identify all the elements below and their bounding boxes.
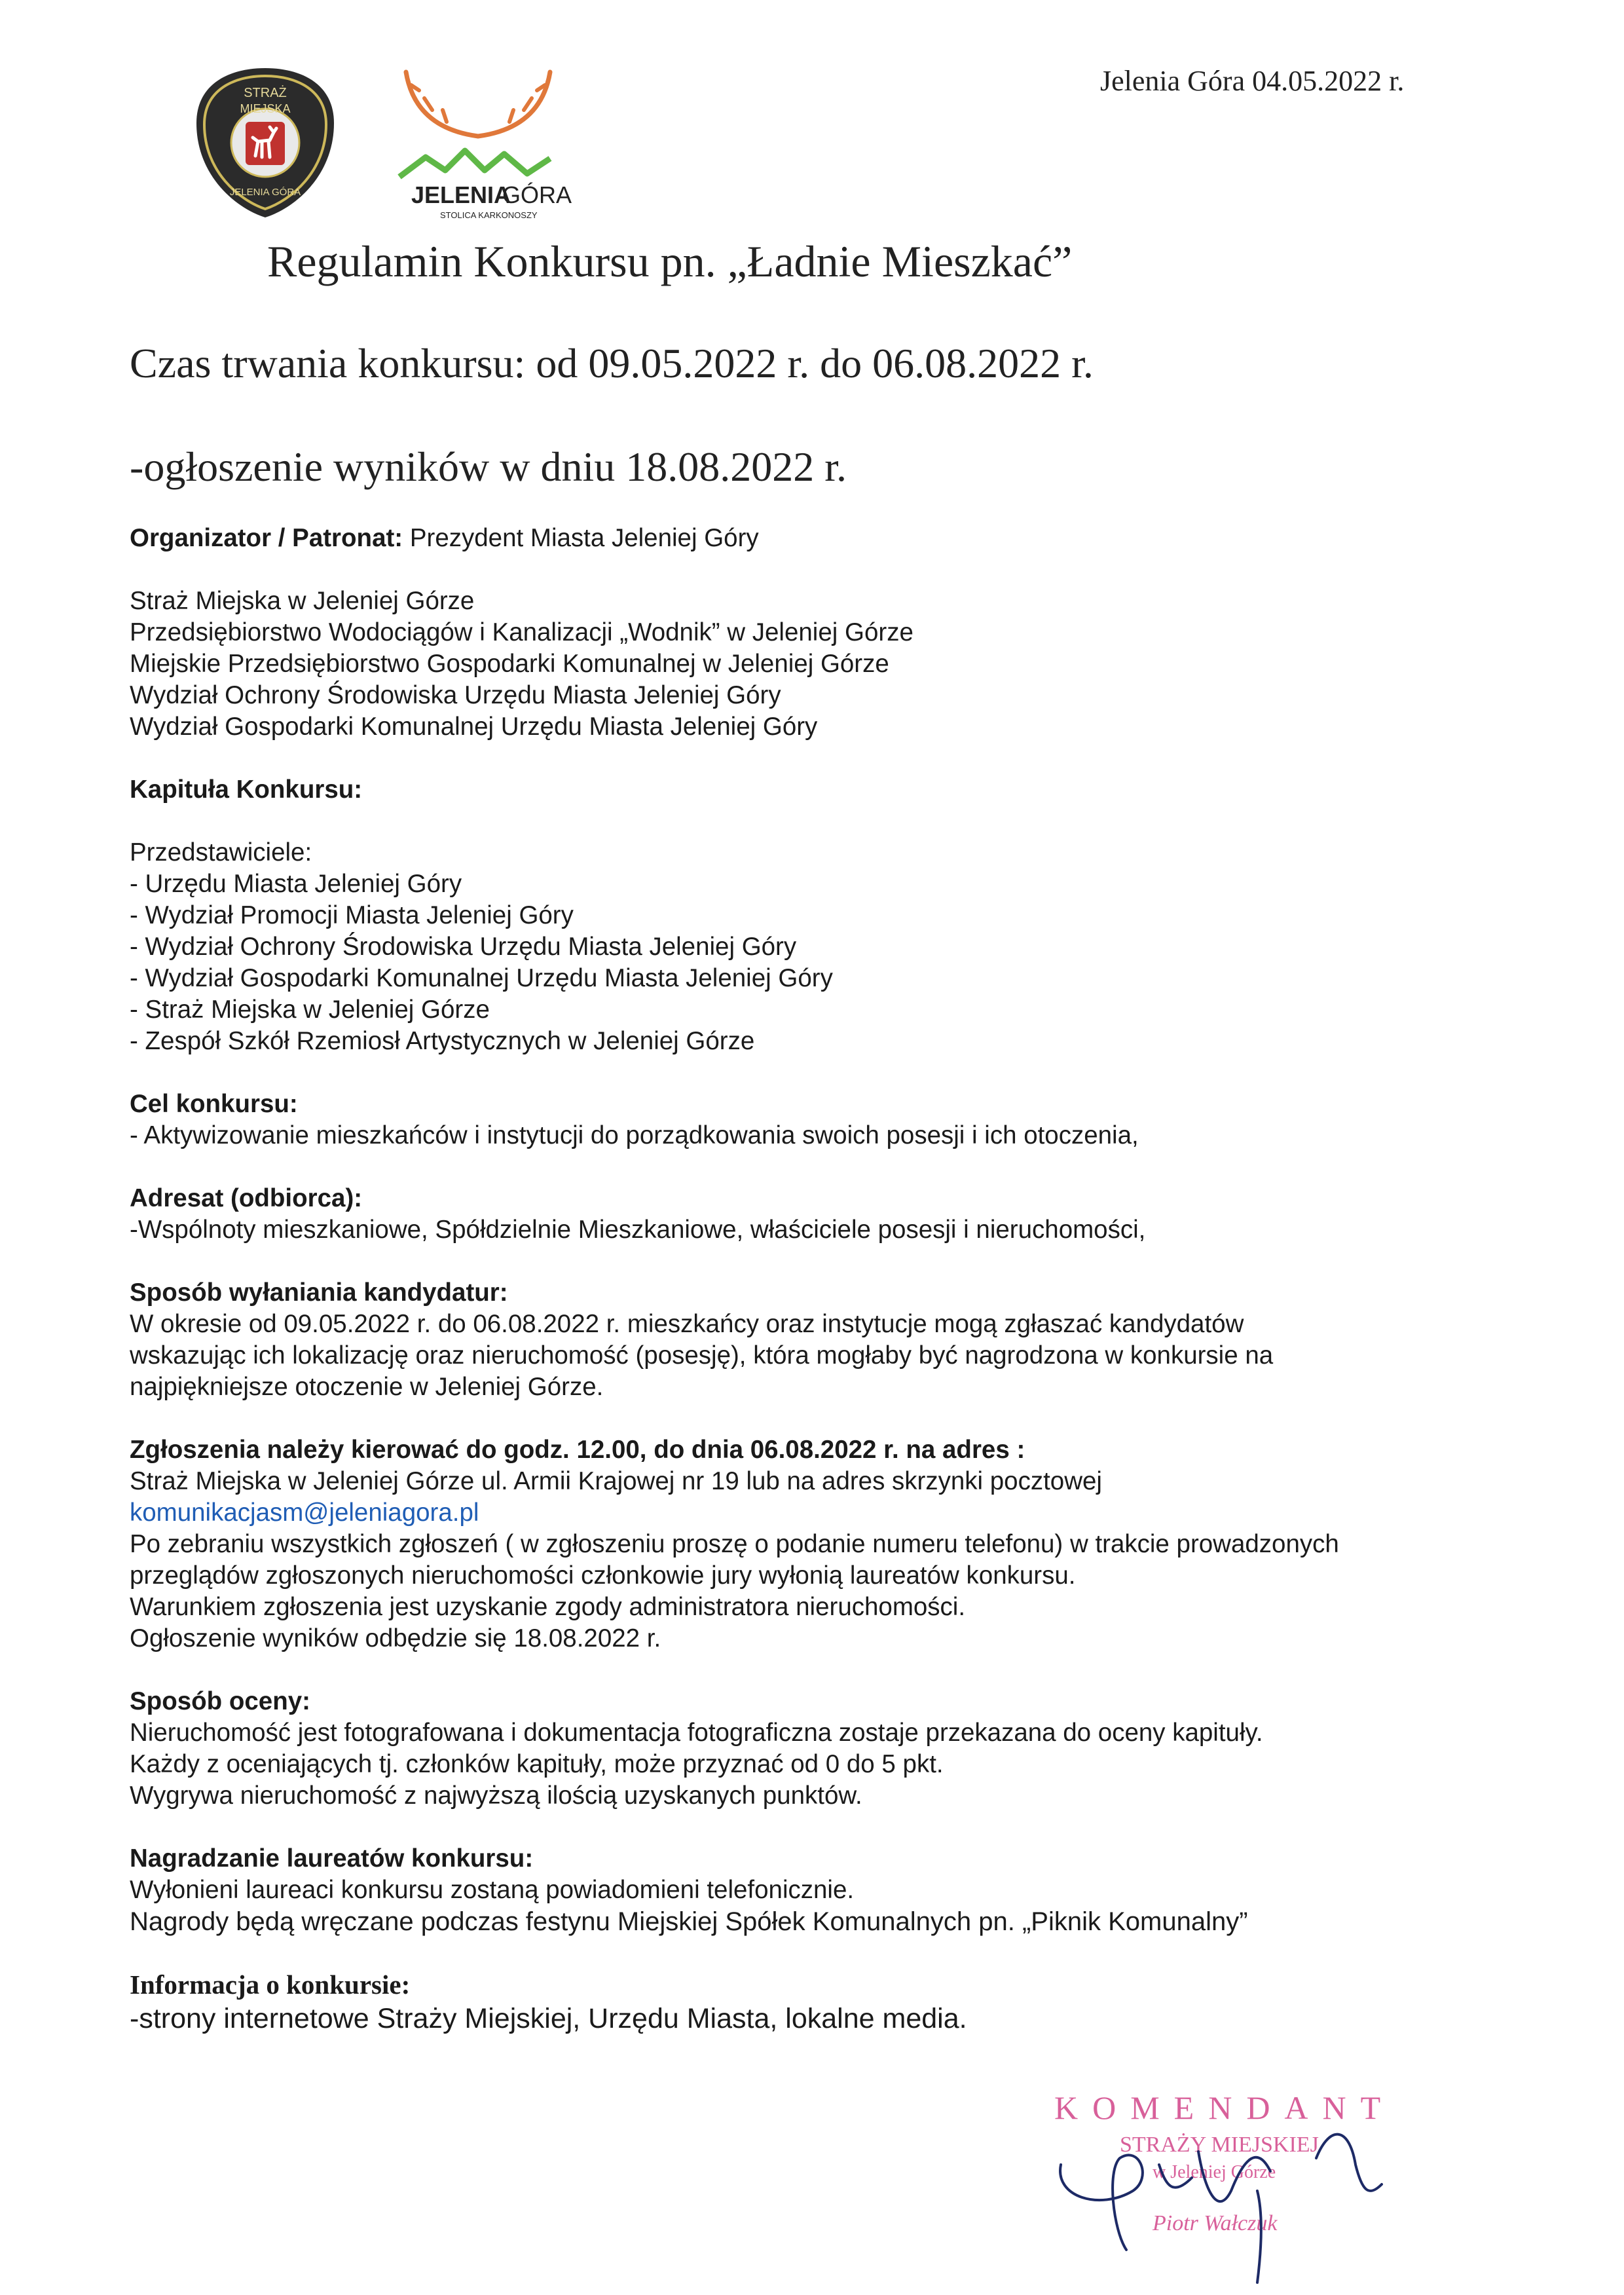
partner-item: Przedsiębiorstwo Wodociągów i Kanalizacji „Wodnik” w Jeleniej Górze xyxy=(130,618,913,646)
partner-item: Miejskie Przedsiębiorstwo Gospodarki Komunalnej w Jeleniej Górze xyxy=(130,650,889,678)
chapter-item: - Wydział Gospodarki Komunalnej Urzędu Miasta Jeleniej Góry xyxy=(130,964,833,992)
document-title: Regulamin Konkursu pn. „Ładnie Mieszkać” xyxy=(267,236,1073,286)
submission-heading: Zgłoszenia należy kierować do godz. 12.00, do dnia 06.08.2022 r. na adres : xyxy=(130,1436,1025,1464)
submission-line: Po zebraniu wszystkich zgłoszeń ( w zgłoszeniu proszę o podanie numeru telefonu) w trakcie prowadzonych xyxy=(130,1530,1339,1558)
info-heading: Informacja o konkursie: xyxy=(130,1969,411,2000)
chapter-item: - Urzędu Miasta Jeleniej Góry xyxy=(130,870,462,898)
chapter-item: - Wydział Ochrony Środowiska Urzędu Miasta Jeleniej Góry xyxy=(130,933,797,961)
contest-duration: Czas trwania konkursu: od 09.05.2022 r. do 06.08.2022 r. xyxy=(130,340,1094,386)
organizer-value: Prezydent Miasta Jeleniej Góry xyxy=(403,524,759,552)
evaluation-line: Każdy z oceniających tj. członków kapituły, może przyznać od 0 do 5 pkt. xyxy=(130,1750,944,1778)
email-link[interactable]: komunikacjasm@jeleniagora.pl xyxy=(130,1499,479,1527)
stamp-name: Piotr Wałczuk xyxy=(1153,2211,1278,2235)
document-date: Jelenia Góra 04.05.2022 r. xyxy=(1100,65,1405,97)
organizer-line xyxy=(130,523,1538,554)
chapter-item: - Wydział Promocji Miasta Jeleniej Góry xyxy=(130,901,574,929)
selection-line: najpiękniejsze otoczenie w Jeleniej Górze. xyxy=(130,1373,604,1401)
commander-stamp xyxy=(1041,2086,1447,2283)
selection-line: wskazując ich lokalizację oraz nieruchomość (posesję), która mogłaby być nagrodzona w konkursie na xyxy=(130,1341,1274,1370)
stamp-line1: KOMENDANT xyxy=(1054,2089,1395,2126)
goal-heading: Cel konkursu: xyxy=(130,1090,298,1118)
city-logo-name-light: GÓRA xyxy=(502,181,572,208)
partner-item: Wydział Gospodarki Komunalnej Urzędu Miasta Jeleniej Góry xyxy=(130,713,818,741)
results-announcement: -ogłoszenie wyników w dniu 18.08.2022 r. xyxy=(130,443,847,490)
guard-logo-top-text: STRAŻ xyxy=(244,86,287,100)
chapter-heading: Kapituła Konkursu: xyxy=(130,775,363,804)
stamp-line2: STRAŻY MIEJSKIEJ xyxy=(1120,2133,1319,2157)
submission-line: przeglądów zgłoszonych nieruchomości członkowie jury wyłonią laureatów konkursu. xyxy=(130,1561,1076,1590)
submission-line: Warunkiem zgłoszenia jest uzyskanie zgody administratora nieruchomości. xyxy=(130,1593,966,1621)
addressee-text: -Wspólnoty mieszkaniowe, Spółdzielnie Mieszkaniowe, właściciele posesji i nieruchomości, xyxy=(130,1216,1146,1244)
city-logo-tagline: STOLICA KARKONOSZY xyxy=(440,210,538,220)
submission-address: Straż Miejska w Jeleniej Górze ul. Armii Krajowej nr 19 lub na adres skrzynki pocztowej xyxy=(130,1467,1102,1495)
partner-item: Straż Miejska w Jeleniej Górze xyxy=(130,587,475,615)
selection-line: W okresie od 09.05.2022 r. do 06.08.2022 r. mieszkańcy oraz instytucje mogą zgłaszać kandydatów xyxy=(130,1310,1244,1338)
awards-line: Nagrody będą wręczane podczas festynu Miejskiej Spółek Komunalnych pn. „Piknik Komunalny” xyxy=(130,1907,1248,1936)
city-logo xyxy=(393,59,572,226)
antlers-mountains-icon xyxy=(399,72,550,177)
stamp-line3: w Jeleniej Górze xyxy=(1153,2162,1276,2182)
organizer-label: Organizator / Patronat: xyxy=(130,524,403,552)
submission-line: Ogłoszenie wyników odbędzie się 18.08.2022 r. xyxy=(130,1624,661,1652)
city-guard-logo xyxy=(190,64,341,225)
evaluation-line: Nieruchomość jest fotografowana i dokumentacja fotograficzna zostaje przekazana do oceny kapituły. xyxy=(130,1719,1263,1747)
info-text: -strony internetowe Straży Miejskiej, Urzędu Miasta, lokalne media. xyxy=(130,2003,967,2034)
awards-heading: Nagradzanie laureatów konkursu: xyxy=(130,1844,534,1873)
evaluation-heading: Sposób oceny: xyxy=(130,1687,310,1715)
awards-line: Wyłonieni laureaci konkursu zostaną powiadomieni telefonicznie. xyxy=(130,1876,855,1904)
selection-heading: Sposób wyłaniania kandydatur: xyxy=(130,1278,508,1307)
chapter-item: - Straż Miejska w Jeleniej Górze xyxy=(130,996,490,1024)
addressee-heading: Adresat (odbiorca): xyxy=(130,1184,363,1212)
guard-logo-bottom-text: JELENIA GÓRA xyxy=(229,187,301,198)
regulations-body xyxy=(130,523,1538,2037)
goal-text: - Aktywizowanie mieszkańców i instytucji do porządkowania swoich posesji i ich otoczenia, xyxy=(130,1121,1139,1149)
chapter-intro: Przedstawiciele: xyxy=(130,838,312,867)
partner-item: Wydział Ochrony Środowiska Urzędu Miasta Jeleniej Góry xyxy=(130,681,781,709)
chapter-item: - Zespół Szkół Rzemiosł Artystycznych w Jeleniej Górze xyxy=(130,1027,755,1055)
evaluation-line: Wygrywa nieruchomość z najwyższą ilością uzyskanych punktów. xyxy=(130,1782,862,1810)
city-logo-name-bold: JELENIA xyxy=(411,181,511,208)
guard-logo-mid-text: MIEJSKA xyxy=(240,102,291,115)
